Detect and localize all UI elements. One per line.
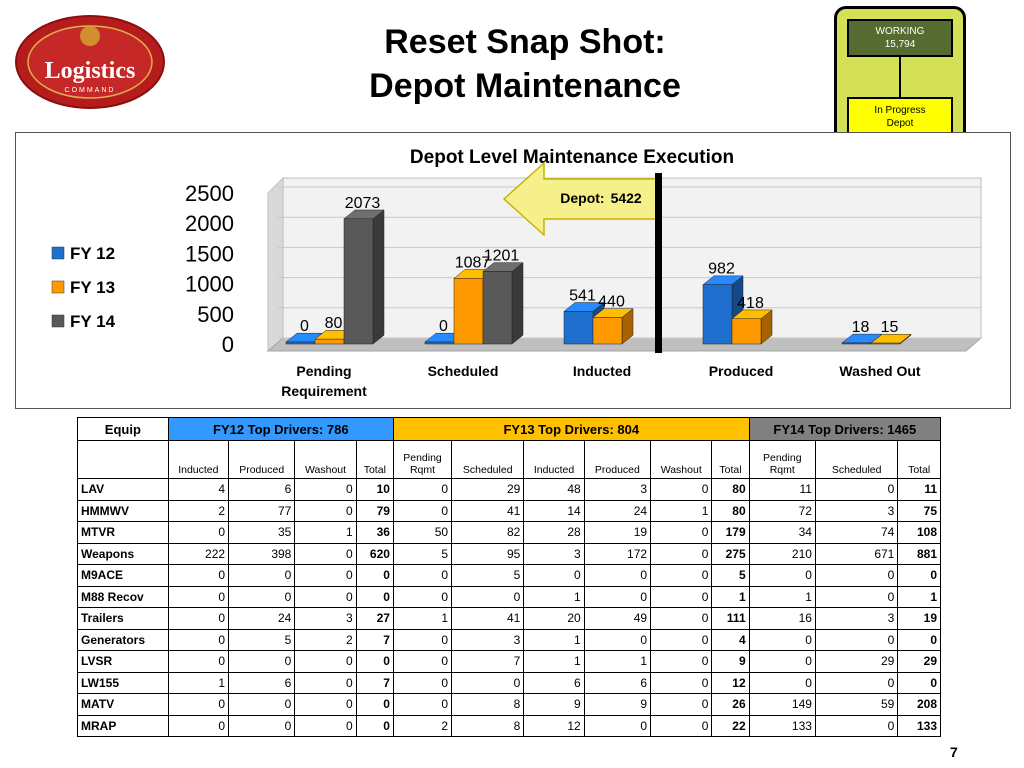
- logo-subtext: COMMAND: [64, 87, 116, 94]
- total-cell: 10: [356, 479, 393, 501]
- chart-title: Depot Level Maintenance Execution: [409, 147, 735, 168]
- value-cell: 14: [524, 500, 584, 522]
- value-cell: 1: [524, 586, 584, 608]
- value-cell: 35: [229, 522, 295, 544]
- value-cell: 0: [651, 586, 712, 608]
- bar-fy12-0: [286, 342, 315, 344]
- column-header: [651, 441, 712, 479]
- value-cell: 0: [393, 565, 451, 587]
- column-header-text: Washout: [660, 464, 702, 476]
- value-cell: 5: [452, 565, 524, 587]
- value-cell: 0: [815, 629, 897, 651]
- bar-side: [512, 263, 523, 344]
- value-cell: 0: [295, 586, 356, 608]
- value-cell: 0: [651, 651, 712, 673]
- category-label: Inducted: [572, 363, 632, 379]
- y-tick-label: 1000: [185, 271, 234, 297]
- value-cell: 72: [749, 500, 815, 522]
- equip-name: M9ACE: [78, 565, 169, 587]
- column-header-text: Produced: [239, 464, 285, 476]
- value-cell: 222: [168, 543, 228, 565]
- value-cell: 0: [749, 629, 815, 651]
- value-cell: 34: [749, 522, 815, 544]
- value-cell: 1: [168, 672, 228, 694]
- total-cell: 80: [712, 479, 749, 501]
- value-cell: 0: [815, 715, 897, 737]
- value-cell: 3: [295, 608, 356, 630]
- value-cell: 0: [229, 694, 295, 716]
- value-cell: 4: [168, 479, 228, 501]
- total-cell: 1: [898, 586, 941, 608]
- column-header: [749, 441, 815, 479]
- value-cell: 6: [524, 672, 584, 694]
- bar-fy13-0: [315, 339, 344, 344]
- total-cell: 79: [356, 500, 393, 522]
- value-cell: 9: [584, 694, 650, 716]
- bar-fy14-0: [344, 219, 373, 344]
- value-cell: 95: [452, 543, 524, 565]
- value-cell: 2: [295, 629, 356, 651]
- value-cell: 0: [651, 694, 712, 716]
- column-header-text: Rqmt: [769, 464, 795, 476]
- y-tick-label: 500: [197, 301, 234, 327]
- logistics-command-logo: [14, 14, 166, 110]
- table-row: [78, 694, 941, 716]
- category-label: Scheduled: [427, 363, 499, 379]
- value-cell: 149: [749, 694, 815, 716]
- value-cell: 82: [452, 522, 524, 544]
- bar-fy13-3: [732, 319, 761, 344]
- value-cell: 1: [749, 586, 815, 608]
- page-number: 7: [950, 744, 958, 760]
- working-box: [847, 19, 953, 57]
- value-cell: 0: [168, 651, 228, 673]
- value-cell: 20: [524, 608, 584, 630]
- equip-name: HMMWV: [78, 500, 169, 522]
- table-row: [78, 522, 941, 544]
- total-cell: 27: [356, 608, 393, 630]
- column-header-text: Washout: [305, 464, 347, 476]
- total-cell: 620: [356, 543, 393, 565]
- value-cell: 29: [815, 651, 897, 673]
- category-label: Washed Out: [839, 363, 921, 379]
- category-label: Requirement: [281, 383, 367, 399]
- value-cell: 9: [524, 694, 584, 716]
- total-cell: 5: [712, 565, 749, 587]
- value-cell: 0: [168, 608, 228, 630]
- total-cell: 111: [712, 608, 749, 630]
- depot-annotation-value: 5422: [610, 190, 642, 206]
- legend-swatch: [52, 281, 64, 293]
- value-cell: 0: [295, 565, 356, 587]
- total-cell: 7: [356, 629, 393, 651]
- page-title: [300, 20, 750, 108]
- column-header-text: Scheduled: [462, 464, 513, 476]
- value-cell: 1: [651, 500, 712, 522]
- equip-name: Trailers: [78, 608, 169, 630]
- bar-fy12-4: [842, 343, 871, 344]
- bar-fy13-4: [871, 343, 900, 344]
- value-cell: 0: [295, 543, 356, 565]
- inprogress-line-1: In Progress: [874, 105, 926, 116]
- group-header-row: [78, 418, 941, 441]
- column-header: [524, 441, 584, 479]
- value-cell: 0: [168, 586, 228, 608]
- column-header-text: Produced: [594, 464, 640, 476]
- legend-swatch: [52, 315, 64, 327]
- value-cell: 3: [815, 608, 897, 630]
- equip-name: MTVR: [78, 522, 169, 544]
- value-cell: 0: [393, 500, 451, 522]
- value-cell: 0: [815, 479, 897, 501]
- bar-fy12-1: [425, 342, 454, 344]
- value-cell: 59: [815, 694, 897, 716]
- value-cell: 41: [452, 608, 524, 630]
- divider-bar: [655, 173, 662, 353]
- total-cell: 0: [898, 672, 941, 694]
- value-cell: 48: [524, 479, 584, 501]
- total-cell: 29: [898, 651, 941, 673]
- legend-label: FY 12: [70, 244, 116, 263]
- depot-annotation: [560, 190, 642, 206]
- column-header-text: Inducted: [178, 464, 219, 476]
- value-cell: 6: [584, 672, 650, 694]
- equip-name: M88 Recov: [78, 586, 169, 608]
- total-cell: 0: [356, 694, 393, 716]
- equip-name: LW155: [78, 672, 169, 694]
- value-cell: 77: [229, 500, 295, 522]
- total-cell: 80: [712, 500, 749, 522]
- value-cell: 0: [295, 651, 356, 673]
- table-row: [78, 543, 941, 565]
- y-tick-label: 0: [221, 332, 234, 357]
- column-header: [295, 441, 356, 479]
- total-cell: 881: [898, 543, 941, 565]
- value-cell: 0: [229, 651, 295, 673]
- value-cell: 133: [749, 715, 815, 737]
- bar-fy13-2: [593, 317, 622, 344]
- value-cell: 24: [584, 500, 650, 522]
- table-row: [78, 651, 941, 673]
- value-cell: 0: [815, 565, 897, 587]
- value-cell: 1: [584, 651, 650, 673]
- value-cell: 0: [393, 694, 451, 716]
- total-cell: 133: [898, 715, 941, 737]
- column-header: [898, 441, 941, 479]
- value-cell: 0: [452, 672, 524, 694]
- value-cell: 0: [651, 608, 712, 630]
- top-drivers-table: [77, 417, 941, 737]
- value-cell: 1: [393, 608, 451, 630]
- column-header-row: [78, 441, 941, 479]
- value-cell: 0: [651, 543, 712, 565]
- fy12-header: FY12 Top Drivers: 786: [168, 418, 393, 441]
- fy14-header: FY14 Top Drivers: 1465: [749, 418, 940, 441]
- data-label: 1201: [483, 247, 520, 265]
- value-cell: 0: [651, 479, 712, 501]
- total-cell: 11: [898, 479, 941, 501]
- data-label: 0: [300, 318, 309, 335]
- inprogress-line-2: Depot: [886, 118, 914, 129]
- value-cell: 0: [168, 565, 228, 587]
- value-cell: 0: [524, 565, 584, 587]
- bar-side: [373, 210, 384, 344]
- title-line-1: Reset Snap Shot:: [384, 23, 666, 61]
- y-tick-label: 1500: [185, 241, 234, 267]
- total-cell: 0: [898, 565, 941, 587]
- value-cell: 0: [168, 694, 228, 716]
- total-cell: 36: [356, 522, 393, 544]
- table-row: [78, 629, 941, 651]
- working-value: 15,794: [884, 39, 916, 50]
- value-cell: 29: [452, 479, 524, 501]
- data-label: 418: [737, 294, 764, 312]
- value-cell: 0: [749, 565, 815, 587]
- bar-fy14-1: [483, 271, 512, 344]
- value-cell: 0: [815, 586, 897, 608]
- table-row: [78, 715, 941, 737]
- total-cell: 208: [898, 694, 941, 716]
- value-cell: 0: [584, 586, 650, 608]
- total-cell: 0: [356, 565, 393, 587]
- bar-fy12-2: [564, 311, 593, 344]
- value-cell: 1: [524, 651, 584, 673]
- value-cell: 0: [651, 629, 712, 651]
- value-cell: 6: [229, 479, 295, 501]
- value-cell: 0: [452, 586, 524, 608]
- value-cell: 0: [295, 479, 356, 501]
- value-cell: 671: [815, 543, 897, 565]
- data-label: 18: [851, 318, 870, 336]
- value-cell: 0: [295, 694, 356, 716]
- value-cell: 0: [168, 522, 228, 544]
- bar-fy13-1: [454, 278, 483, 344]
- value-cell: 0: [651, 522, 712, 544]
- title-line-2: Depot Maintenance: [369, 67, 681, 105]
- equip-name: MRAP: [78, 715, 169, 737]
- value-cell: 172: [584, 543, 650, 565]
- column-header: [712, 441, 749, 479]
- total-cell: 0: [356, 586, 393, 608]
- value-cell: 1: [524, 629, 584, 651]
- value-cell: 24: [229, 608, 295, 630]
- value-cell: 0: [229, 586, 295, 608]
- total-cell: 7: [356, 672, 393, 694]
- value-cell: 398: [229, 543, 295, 565]
- legend-swatch: [52, 247, 64, 259]
- table-row: [78, 500, 941, 522]
- y-tick-label: 2000: [185, 211, 234, 237]
- total-cell: 0: [898, 629, 941, 651]
- table-row: [78, 672, 941, 694]
- total-cell: 179: [712, 522, 749, 544]
- value-cell: 5: [393, 543, 451, 565]
- equip-name: Weapons: [78, 543, 169, 565]
- value-cell: 6: [229, 672, 295, 694]
- column-header: [815, 441, 897, 479]
- column-header-text: Scheduled: [831, 464, 882, 476]
- table-row: [78, 565, 941, 587]
- column-header: [393, 441, 451, 479]
- data-label: 440: [598, 293, 625, 311]
- table-row: [78, 479, 941, 501]
- data-label: 0: [439, 318, 448, 335]
- value-cell: 0: [584, 565, 650, 587]
- data-label: 541: [569, 287, 596, 305]
- value-cell: 41: [452, 500, 524, 522]
- equip-name: LVSR: [78, 651, 169, 673]
- value-cell: 0: [584, 629, 650, 651]
- total-cell: 0: [356, 715, 393, 737]
- value-cell: 28: [524, 522, 584, 544]
- value-cell: 16: [749, 608, 815, 630]
- value-cell: 5: [229, 629, 295, 651]
- value-cell: 0: [651, 715, 712, 737]
- value-cell: 0: [393, 479, 451, 501]
- column-header: [229, 441, 295, 479]
- value-cell: 0: [749, 672, 815, 694]
- blank-header-cell: [78, 441, 169, 479]
- table-row: [78, 586, 941, 608]
- working-label: WORKING: [875, 26, 925, 37]
- value-cell: 7: [452, 651, 524, 673]
- total-cell: 1: [712, 586, 749, 608]
- legend-label: FY 14: [70, 312, 116, 331]
- total-cell: 75: [898, 500, 941, 522]
- value-cell: 210: [749, 543, 815, 565]
- data-label: 2073: [344, 194, 381, 212]
- data-label: 982: [708, 260, 735, 278]
- table-row: [78, 608, 941, 630]
- logo-text: Logistics: [44, 58, 136, 84]
- value-cell: 50: [393, 522, 451, 544]
- value-cell: 0: [229, 565, 295, 587]
- value-cell: 11: [749, 479, 815, 501]
- value-cell: 0: [295, 715, 356, 737]
- value-cell: 0: [393, 586, 451, 608]
- total-cell: 12: [712, 672, 749, 694]
- column-header-text: Total: [719, 464, 742, 476]
- column-header: [168, 441, 228, 479]
- column-header-text: Pending: [763, 452, 802, 464]
- value-cell: 2: [168, 500, 228, 522]
- column-header: [452, 441, 524, 479]
- value-cell: 3: [452, 629, 524, 651]
- value-cell: 0: [393, 651, 451, 673]
- value-cell: 0: [393, 629, 451, 651]
- equip-name: Generators: [78, 629, 169, 651]
- data-label: 15: [880, 319, 899, 337]
- column-header: [584, 441, 650, 479]
- value-cell: 0: [295, 672, 356, 694]
- equip-name: MATV: [78, 694, 169, 716]
- value-cell: 8: [452, 715, 524, 737]
- data-label: 1087: [454, 254, 491, 272]
- status-connector: [899, 57, 901, 101]
- total-cell: 108: [898, 522, 941, 544]
- bar-fy12-3: [703, 285, 732, 344]
- value-cell: 0: [229, 715, 295, 737]
- legend-label: FY 13: [70, 278, 116, 297]
- total-cell: 19: [898, 608, 941, 630]
- value-cell: 3: [524, 543, 584, 565]
- value-cell: 3: [815, 500, 897, 522]
- equip-name: LAV: [78, 479, 169, 501]
- column-header-text: Total: [908, 464, 931, 476]
- column-header-text: Inducted: [533, 464, 575, 476]
- total-cell: 26: [712, 694, 749, 716]
- total-cell: 275: [712, 543, 749, 565]
- value-cell: 2: [393, 715, 451, 737]
- value-cell: 0: [168, 715, 228, 737]
- y-tick-label: 2500: [185, 181, 234, 206]
- value-cell: 0: [651, 672, 712, 694]
- category-label: Pending: [296, 363, 352, 379]
- value-cell: 0: [295, 500, 356, 522]
- equip-header: Equip: [78, 418, 169, 441]
- value-cell: 0: [749, 651, 815, 673]
- value-cell: 0: [584, 715, 650, 737]
- value-cell: 0: [168, 629, 228, 651]
- value-cell: 0: [651, 565, 712, 587]
- chart-frame: [15, 132, 1011, 409]
- total-cell: 4: [712, 629, 749, 651]
- column-header: [356, 441, 393, 479]
- data-label: 80: [324, 315, 343, 333]
- value-cell: 49: [584, 608, 650, 630]
- total-cell: 22: [712, 715, 749, 737]
- fy13-header: FY13 Top Drivers: 804: [393, 418, 749, 441]
- column-header-text: Rqmt: [409, 464, 436, 476]
- value-cell: 19: [584, 522, 650, 544]
- value-cell: 0: [393, 672, 451, 694]
- value-cell: 12: [524, 715, 584, 737]
- total-cell: 0: [356, 651, 393, 673]
- total-cell: 9: [712, 651, 749, 673]
- column-header-text: Pending: [403, 452, 442, 464]
- value-cell: 0: [815, 672, 897, 694]
- depot-annotation-label: Depot:: [560, 190, 605, 206]
- value-cell: 8: [452, 694, 524, 716]
- value-cell: 3: [584, 479, 650, 501]
- maintenance-chart: [16, 133, 1012, 410]
- column-header-text: Total: [363, 464, 386, 476]
- value-cell: 74: [815, 522, 897, 544]
- category-label: Produced: [708, 363, 774, 379]
- value-cell: 1: [295, 522, 356, 544]
- chart-side-wall: [268, 178, 283, 351]
